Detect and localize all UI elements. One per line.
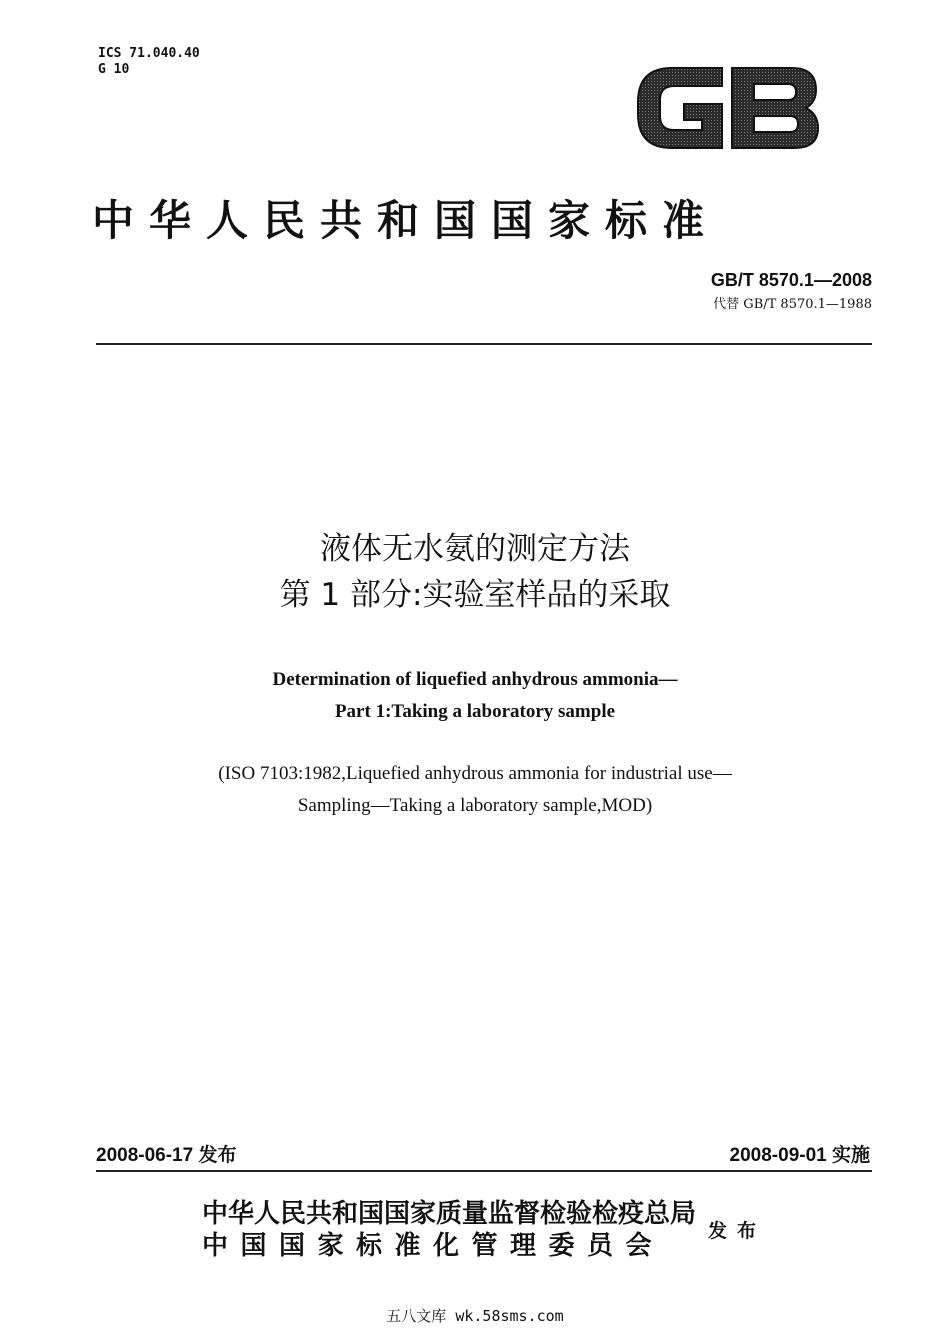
english-title xyxy=(0,664,950,728)
iso-reference xyxy=(0,758,950,822)
watermark-footer: 五八文库 wk.58sms.com xyxy=(386,1307,564,1325)
issue-date: 2008-06-17 发布 xyxy=(96,1145,237,1166)
ccs-code: G 10 xyxy=(98,62,130,77)
english-title-line1: Determination of liquefied anhydrous ammonia— xyxy=(272,669,678,690)
chinese-title-line2: 第 1 部分:实验室样品的采取 xyxy=(279,577,671,613)
iso-reference-line1: (ISO 7103:1982,Liquefied anhydrous ammonia for industrial use— xyxy=(218,763,732,784)
header-divider xyxy=(96,343,872,345)
issuer-line1: 中华人民共和国国家质量监督检验检疫总局 xyxy=(202,1199,697,1229)
gb-logo xyxy=(632,62,822,154)
publish-label: 发布 xyxy=(708,1220,767,1242)
standard-number-block xyxy=(711,270,872,312)
implementation-date: 2008-09-01 实施 xyxy=(729,1145,870,1166)
chinese-title xyxy=(0,526,950,618)
replaces-standard: 代替 GB/T 8570.1—1988 xyxy=(713,297,872,312)
issuer-line2: 中国国家标准化管理委员会 xyxy=(202,1231,665,1261)
chinese-title-line1: 液体无水氨的测定方法 xyxy=(320,531,630,567)
national-standard-title: 中华人民共和国国家标准 xyxy=(92,196,720,245)
footer-divider xyxy=(96,1170,872,1172)
issuing-authorities xyxy=(202,1198,696,1262)
english-title-line2: Part 1:Taking a laboratory sample xyxy=(334,701,616,722)
standard-number: GB/T 8570.1—2008 xyxy=(710,270,872,290)
iso-reference-line2: Sampling—Taking a laboratory sample,MOD) xyxy=(297,795,653,816)
ics-code: ICS 71.040.40 xyxy=(98,46,200,61)
classification-codes xyxy=(98,46,200,78)
